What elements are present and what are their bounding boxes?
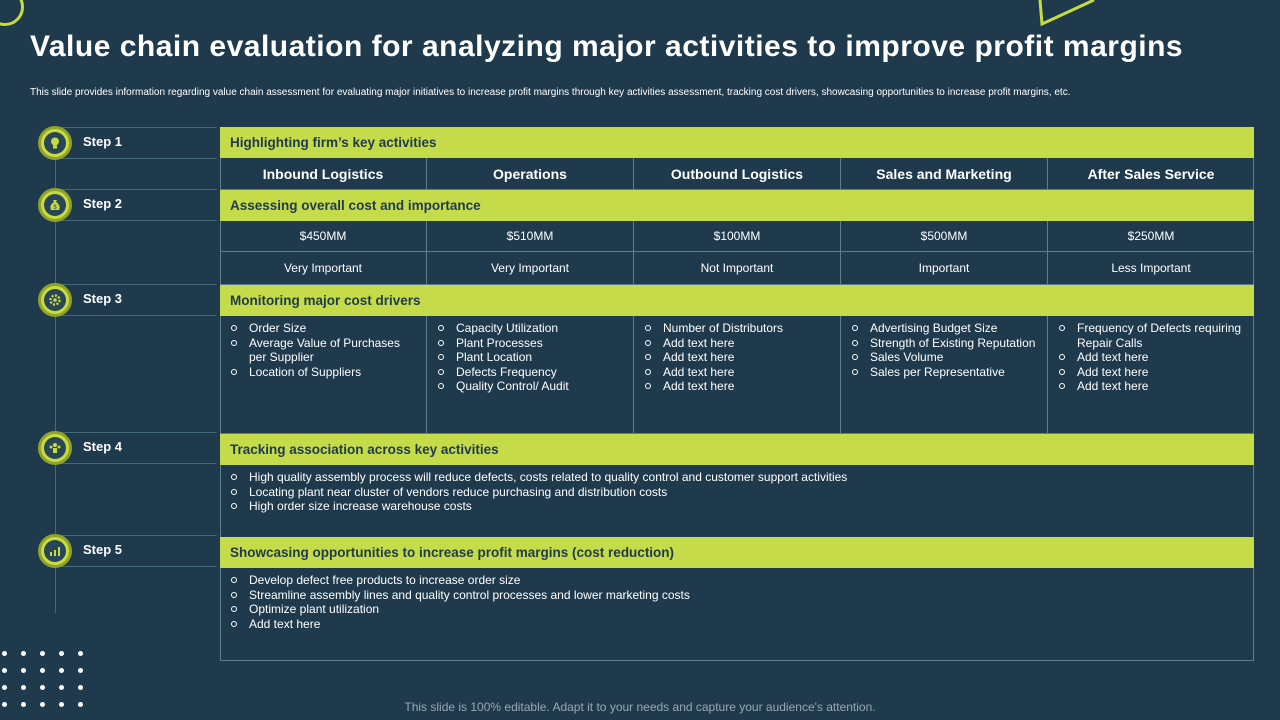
list-item: Quality Control/ Audit	[437, 379, 569, 394]
importance-cell: Very Important	[427, 252, 634, 284]
section-bar-5: Showcasing opportunities to increase profit margins (cost reduction)	[220, 537, 1254, 568]
list-item: Plant Processes	[437, 336, 569, 351]
list-item: Number of Distributors	[644, 321, 783, 336]
step-icon-circle	[38, 283, 72, 317]
cost-cell: $450MM	[220, 221, 427, 251]
importance-cell: Less Important	[1111, 261, 1191, 275]
list-item: Add text here	[230, 617, 690, 632]
list-item: Add text here	[1058, 379, 1248, 394]
page-title: Value chain evaluation for analyzing major activities to improve profit margins	[30, 30, 1184, 63]
step-label: Step 2	[83, 196, 123, 211]
opportunities-list	[230, 573, 690, 631]
step-icon-circle	[38, 431, 72, 465]
list-item: Location of Suppliers	[230, 365, 420, 380]
list-item: Strength of Existing Reputation	[851, 336, 1035, 351]
step-5	[38, 534, 218, 568]
cost-cell: $100MM	[634, 221, 841, 251]
bulb-icon	[48, 136, 62, 150]
money-bag-icon	[48, 198, 62, 212]
list-item: Defects Frequency	[437, 365, 569, 380]
step-label: Step 5	[83, 542, 123, 557]
gear-icon	[48, 293, 62, 307]
step-label: Step 1	[83, 134, 123, 149]
section-bar-4: Tracking association across key activities	[220, 434, 1254, 465]
list-item: Sales Volume	[851, 350, 1035, 365]
decorative-triangle	[1036, 0, 1096, 30]
footer-note: This slide is 100% editable. Adapt it to your needs and capture your audience's attention.	[404, 700, 876, 714]
list-item: High order size increase warehouse costs	[230, 499, 847, 514]
list-item: Sales per Representative	[851, 365, 1035, 380]
step-icon-circle	[38, 188, 72, 222]
cost-cell: $510MM	[427, 221, 634, 251]
list-item: Add text here	[644, 379, 783, 394]
importance-cell: Important	[841, 252, 1048, 284]
list-item: Frequency of Defects requiring Repair Calls	[1058, 321, 1248, 350]
section-bar-2: Assessing overall cost and importance	[220, 190, 1254, 221]
step-1	[38, 126, 218, 160]
list-item: Locating plant near cluster of vendors reduce purchasing and distribution costs	[230, 485, 847, 500]
section-bar-1: Highlighting firm’s key activities	[220, 127, 1254, 158]
page-subtitle: This slide provides information regarding value chain assessment for evaluating major initiatives to increase profit margins through key activities assessment, tracking cost drivers, showcasing opportunities to increase profit margins, etc.	[30, 87, 1071, 98]
team-icon	[48, 441, 62, 455]
list-item: Capacity Utilization	[437, 321, 569, 336]
decorative-dots	[2, 651, 97, 707]
cost-cell: $250MM	[1127, 229, 1175, 243]
list-item: Add text here	[644, 336, 783, 351]
cost-driver-cell	[427, 316, 634, 433]
activity-header: Inbound Logistics	[220, 158, 427, 189]
costs-row	[220, 221, 1254, 252]
list-item: Add text here	[644, 365, 783, 380]
activity-header: Sales and Marketing	[841, 158, 1048, 189]
list-item: Streamline assembly lines and quality control processes and lower marketing costs	[230, 588, 690, 603]
growth-chart-icon	[48, 544, 62, 558]
list-item: Order Size	[230, 321, 420, 336]
activity-header: After Sales Service	[1087, 165, 1215, 182]
list-item: Average Value of Purchases per Supplier	[230, 336, 420, 365]
cost-driver-cell	[220, 316, 427, 433]
importance-row	[220, 252, 1254, 285]
step-icon-circle	[38, 534, 72, 568]
importance-cell: Very Important	[220, 252, 427, 284]
cost-driver-cell	[634, 316, 841, 433]
step-label: Step 3	[83, 291, 123, 306]
svg-text:$: $	[53, 205, 57, 211]
cost-drivers-row	[220, 316, 1254, 434]
list-item: Add text here	[644, 350, 783, 365]
step-4	[38, 431, 218, 465]
activity-header: Outbound Logistics	[634, 158, 841, 189]
cost-driver-cell	[841, 316, 1048, 433]
step-label: Step 4	[83, 439, 123, 454]
importance-cell: Not Important	[634, 252, 841, 284]
step-3	[38, 283, 218, 317]
list-item: Plant Location	[437, 350, 569, 365]
list-item: Develop defect free products to increase order size	[230, 573, 690, 588]
cost-driver-cell	[1048, 316, 1254, 433]
list-item: Optimize plant utilization	[230, 602, 690, 617]
activities-row	[220, 158, 1254, 190]
cost-cell: $500MM	[841, 221, 1048, 251]
associations-list	[230, 470, 847, 514]
list-item: Add text here	[1058, 350, 1248, 365]
activity-header: Operations	[427, 158, 634, 189]
step-icon-circle	[38, 126, 72, 160]
section-bar-3: Monitoring major cost drivers	[220, 285, 1254, 316]
list-item: Add text here	[1058, 365, 1248, 380]
step-2	[38, 188, 218, 222]
list-item: Advertising Budget Size	[851, 321, 1035, 336]
list-item: High quality assembly process will reduce defects, costs related to quality control and customer support activities	[230, 470, 847, 485]
decorative-circle	[0, 0, 24, 26]
